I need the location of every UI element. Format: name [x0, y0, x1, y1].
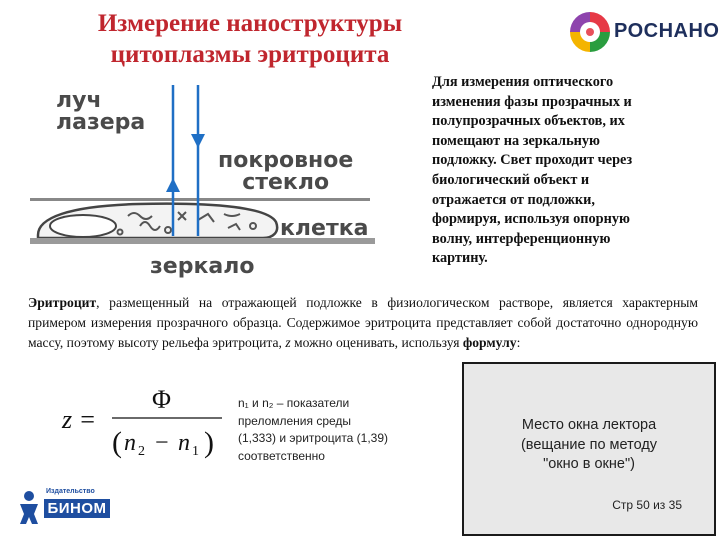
erythrocyte-paragraph: [28, 293, 698, 352]
formula-paren-open: (: [112, 426, 122, 459]
lector-window: [462, 362, 716, 536]
title-line-1: Измерение наноструктуры: [97, 10, 403, 37]
rosnano-emblem-icon: [568, 10, 612, 54]
formula-n2: n: [124, 430, 136, 456]
note-line: n₁ и n₂ – показатели: [238, 396, 350, 410]
rosnano-wordmark: РОСНАНО: [614, 20, 720, 42]
binom-wordmark: БИНОМ: [44, 499, 110, 518]
description-line: волну, интерференционную: [432, 230, 611, 247]
laser-reflection-diagram: [28, 80, 408, 290]
cover-glass-label: [218, 150, 353, 194]
page-counter: Стр 50 из 35: [612, 498, 682, 512]
laser-label-line-2: лазера: [56, 110, 146, 135]
formula-n1-sub: 1: [192, 444, 199, 459]
description-line: полупрозрачных объектов, их: [432, 113, 625, 130]
description-line: помещают на зеркальную: [432, 132, 600, 149]
formula-n2-sub: 2: [138, 444, 145, 459]
formula-minus: −: [155, 430, 169, 456]
title-line-2: цитоплазмы эритроцита: [110, 41, 390, 68]
measurement-description: [432, 73, 712, 269]
description-line: изменения фазы прозрачных и: [432, 93, 632, 110]
formula-n1: n: [178, 430, 190, 456]
glass-label-line-1: покровное: [218, 148, 354, 173]
refractive-index-note: [238, 395, 438, 465]
mirror-label: зеркало: [150, 254, 255, 279]
slide-title: [60, 8, 440, 70]
description-line: формируя, используя опорную: [432, 211, 630, 228]
height-formula: [60, 380, 230, 460]
formula-word: формулу: [462, 334, 517, 350]
lector-placeholder-text: Место окна лектора (вещание по методу "окно в окне"): [520, 417, 658, 472]
description-line: отражается от подложки,: [432, 191, 595, 208]
term-erythrocyte: Эритроцит: [28, 295, 97, 310]
arrow-up-icon: [166, 178, 180, 192]
paragraph-end: :: [516, 334, 521, 350]
description-line: биологический объект и: [432, 171, 590, 188]
arrow-down-icon: [191, 134, 205, 148]
formula-paren-close: ): [204, 426, 214, 459]
paragraph-text-1: , размещенный на отражающей подложке в физиологическом растворе, является характерным примером измерения прозрачного образца. Содержимое эритроцита представляет собой достаточно однородную массу, поэтому высоту рельефа эритроцита,: [28, 295, 698, 350]
description-line: Для измерения оптического: [432, 74, 614, 90]
formula-lhs: z =: [62, 405, 97, 434]
formula-numerator: Φ: [152, 385, 172, 414]
formula-graphic: [60, 380, 230, 460]
note-line: преломления среды: [238, 413, 352, 428]
note-line: (1,333) и эритроцита (1,39): [238, 431, 389, 445]
paragraph-text-2: можно оценивать, используя: [290, 334, 463, 350]
cell-nucleus: [50, 215, 116, 237]
variable-z: z: [285, 334, 291, 350]
cell-label: клетка: [280, 216, 369, 241]
rosnano-logo: [568, 8, 718, 56]
binom-logo: [16, 488, 116, 528]
laser-label-line-1: луч: [56, 88, 102, 113]
laser-beam-label: [56, 90, 145, 134]
description-line: подложку. Свет проходит через: [432, 152, 633, 169]
description-line: картину.: [432, 250, 488, 267]
glass-label-line-2: стекло: [242, 170, 330, 195]
binom-publisher-label: Издательство: [46, 488, 95, 495]
binom-figure-icon: [16, 490, 42, 526]
note-line: соответственно: [238, 448, 325, 463]
